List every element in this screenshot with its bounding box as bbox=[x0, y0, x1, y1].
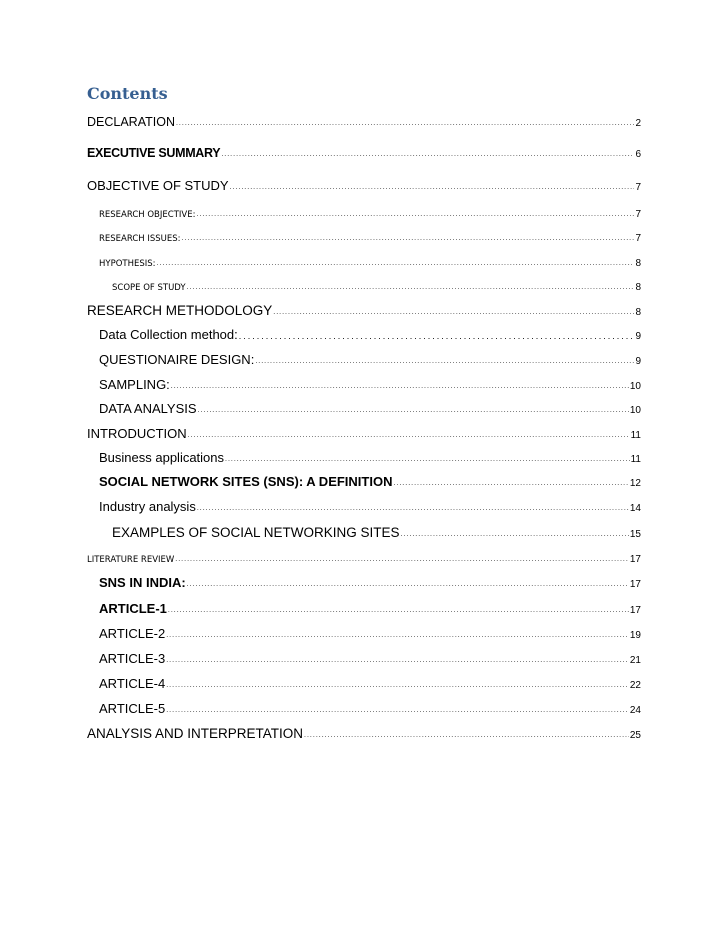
toc-entry-hypothesis[interactable] bbox=[99, 255, 641, 269]
toc-entry-page: 15 bbox=[629, 529, 641, 540]
toc-entry-title: QUESTIONAIRE DESIGN: bbox=[99, 352, 255, 367]
toc-entry-title: INTRODUCTION bbox=[87, 426, 187, 441]
toc-entry-page: 8 bbox=[635, 258, 641, 269]
toc-entry-title: Industry analysis bbox=[99, 499, 196, 514]
toc-entry-title: RESEARCH ISSUES: bbox=[99, 234, 181, 244]
toc-entry-research-methodology[interactable] bbox=[87, 301, 641, 318]
toc-entry-page: 21 bbox=[629, 655, 641, 666]
toc-leader-dots bbox=[221, 151, 634, 160]
toc-leader-dots bbox=[255, 358, 634, 367]
toc-entry-page: 6 bbox=[635, 149, 641, 160]
toc-entry-page: 2 bbox=[635, 118, 641, 129]
toc-entry-page: 17 bbox=[629, 554, 641, 565]
toc-leader-dots bbox=[176, 120, 634, 129]
toc-entry-title: ANALYSIS AND INTERPRETATION bbox=[87, 726, 304, 741]
toc-entry-page: 8 bbox=[635, 307, 641, 318]
toc-entry-title: ARTICLE-4 bbox=[99, 676, 166, 691]
toc-entry-page: 17 bbox=[629, 579, 641, 590]
toc-entry-article-3[interactable] bbox=[99, 649, 641, 666]
toc-entry-title: Data Collection method: bbox=[99, 327, 238, 342]
toc-leader-dots bbox=[157, 260, 635, 269]
toc-entry-title: SCOPE OF STUDY bbox=[112, 283, 186, 293]
toc-entry-title: Business applications bbox=[99, 450, 225, 465]
toc-leader-dots bbox=[239, 332, 635, 342]
toc-leader-dots bbox=[166, 707, 629, 716]
toc-entry-introduction[interactable] bbox=[87, 424, 641, 441]
toc-leader-dots bbox=[168, 607, 629, 616]
toc-leader-dots bbox=[304, 732, 629, 741]
toc-entry-page: 25 bbox=[629, 730, 641, 741]
toc-entry-page: 17 bbox=[629, 605, 641, 616]
toc-entry-sampling[interactable] bbox=[99, 375, 641, 392]
toc-leader-dots bbox=[166, 632, 629, 641]
toc-entry-data-analysis[interactable] bbox=[99, 399, 641, 416]
toc-entry-title: OBJECTIVE OF STUDY bbox=[87, 178, 229, 193]
toc-entry-data-collection-method[interactable] bbox=[99, 325, 641, 342]
toc-entry-title: ARTICLE-3 bbox=[99, 651, 166, 666]
toc-leader-dots bbox=[273, 309, 634, 318]
toc-entry-article-5[interactable] bbox=[99, 699, 641, 716]
toc-leader-dots bbox=[166, 682, 629, 691]
toc-entry-examples-of-sns[interactable] bbox=[112, 522, 641, 540]
toc-entry-sns-in-india[interactable] bbox=[99, 573, 641, 590]
toc-entry-page: 10 bbox=[629, 381, 641, 392]
toc-entry-title: EXECUTIVE SUMMARY bbox=[87, 146, 221, 160]
toc-entry-page: 9 bbox=[635, 356, 641, 367]
toc-entry-title: DECLARATION bbox=[87, 115, 175, 129]
toc-entry-objective-of-study[interactable] bbox=[87, 176, 641, 193]
toc-entry-page: 19 bbox=[629, 630, 641, 641]
toc-entry-page: 12 bbox=[629, 478, 641, 489]
toc-entry-page: 24 bbox=[629, 705, 641, 716]
toc-entry-analysis-and-interpretation[interactable] bbox=[87, 724, 641, 741]
toc-entry-executive-summary[interactable] bbox=[87, 144, 641, 160]
toc-entry-title: LITERATURE REVIEW bbox=[87, 555, 175, 565]
toc-leader-dots bbox=[198, 407, 629, 416]
toc-entry-article-4[interactable] bbox=[99, 674, 641, 691]
toc-entry-title: EXAMPLES OF SOCIAL NETWORKING SITES bbox=[112, 525, 400, 540]
toc-entry-title: SOCIAL NETWORK SITES (SNS): A DEFINITION bbox=[99, 474, 393, 489]
toc-entry-page: 11 bbox=[630, 454, 641, 465]
toc-entry-title: DATA ANALYSIS bbox=[99, 401, 197, 416]
toc-entry-page: 8 bbox=[635, 282, 641, 293]
toc-entry-literature-review[interactable] bbox=[87, 551, 641, 565]
toc-entry-title: RESEARCH OBJECTIVE: bbox=[99, 210, 196, 220]
toc-leader-dots bbox=[188, 432, 630, 441]
toc-entry-page: 10 bbox=[629, 405, 641, 416]
toc-entry-page: 14 bbox=[629, 503, 641, 514]
toc-heading: Contents bbox=[87, 84, 168, 103]
toc-leader-dots bbox=[225, 456, 630, 465]
toc-entry-article-2[interactable] bbox=[99, 624, 641, 641]
toc-leader-dots bbox=[166, 657, 629, 666]
toc-entry-title: HYPOTHESIS: bbox=[99, 259, 156, 269]
toc-entry-title: SNS IN INDIA: bbox=[99, 575, 186, 590]
toc-entry-title: ARTICLE-5 bbox=[99, 701, 166, 716]
toc-entry-title: SAMPLING: bbox=[99, 377, 170, 392]
toc-entry-research-objective[interactable] bbox=[99, 206, 641, 220]
toc-entry-title: ARTICLE-2 bbox=[99, 626, 166, 641]
toc-entry-industry-analysis[interactable] bbox=[99, 497, 641, 514]
toc-leader-dots bbox=[171, 383, 629, 392]
toc-entry-scope-of-study[interactable] bbox=[112, 279, 641, 293]
toc-leader-dots bbox=[230, 184, 635, 193]
toc-entry-title: RESEARCH METHODOLOGY bbox=[87, 303, 273, 318]
toc-leader-dots bbox=[196, 211, 634, 220]
toc-entry-page: 7 bbox=[635, 209, 641, 220]
toc-entry-page: 9 bbox=[635, 331, 641, 342]
toc-entry-page: 7 bbox=[635, 182, 641, 193]
toc-leader-dots bbox=[175, 556, 629, 565]
toc-entry-title: ARTICLE-1 bbox=[99, 601, 167, 616]
toc-entry-article-1[interactable] bbox=[99, 599, 641, 616]
toc-entry-page: 7 bbox=[635, 233, 641, 244]
toc-leader-dots bbox=[187, 581, 629, 590]
toc-leader-dots bbox=[393, 480, 628, 489]
toc-leader-dots bbox=[401, 531, 629, 540]
toc-entry-page: 22 bbox=[629, 680, 641, 691]
toc-leader-dots bbox=[197, 505, 629, 514]
toc-leader-dots bbox=[187, 284, 635, 293]
toc-leader-dots bbox=[182, 235, 635, 244]
toc-entry-declaration[interactable] bbox=[87, 113, 641, 129]
toc-entry-sns-definition[interactable] bbox=[99, 472, 641, 489]
toc-entry-page: 11 bbox=[630, 430, 641, 441]
toc-entry-research-issues[interactable] bbox=[99, 230, 641, 244]
toc-entry-business-applications[interactable] bbox=[99, 448, 641, 465]
toc-entry-questionaire-design[interactable] bbox=[99, 350, 641, 367]
